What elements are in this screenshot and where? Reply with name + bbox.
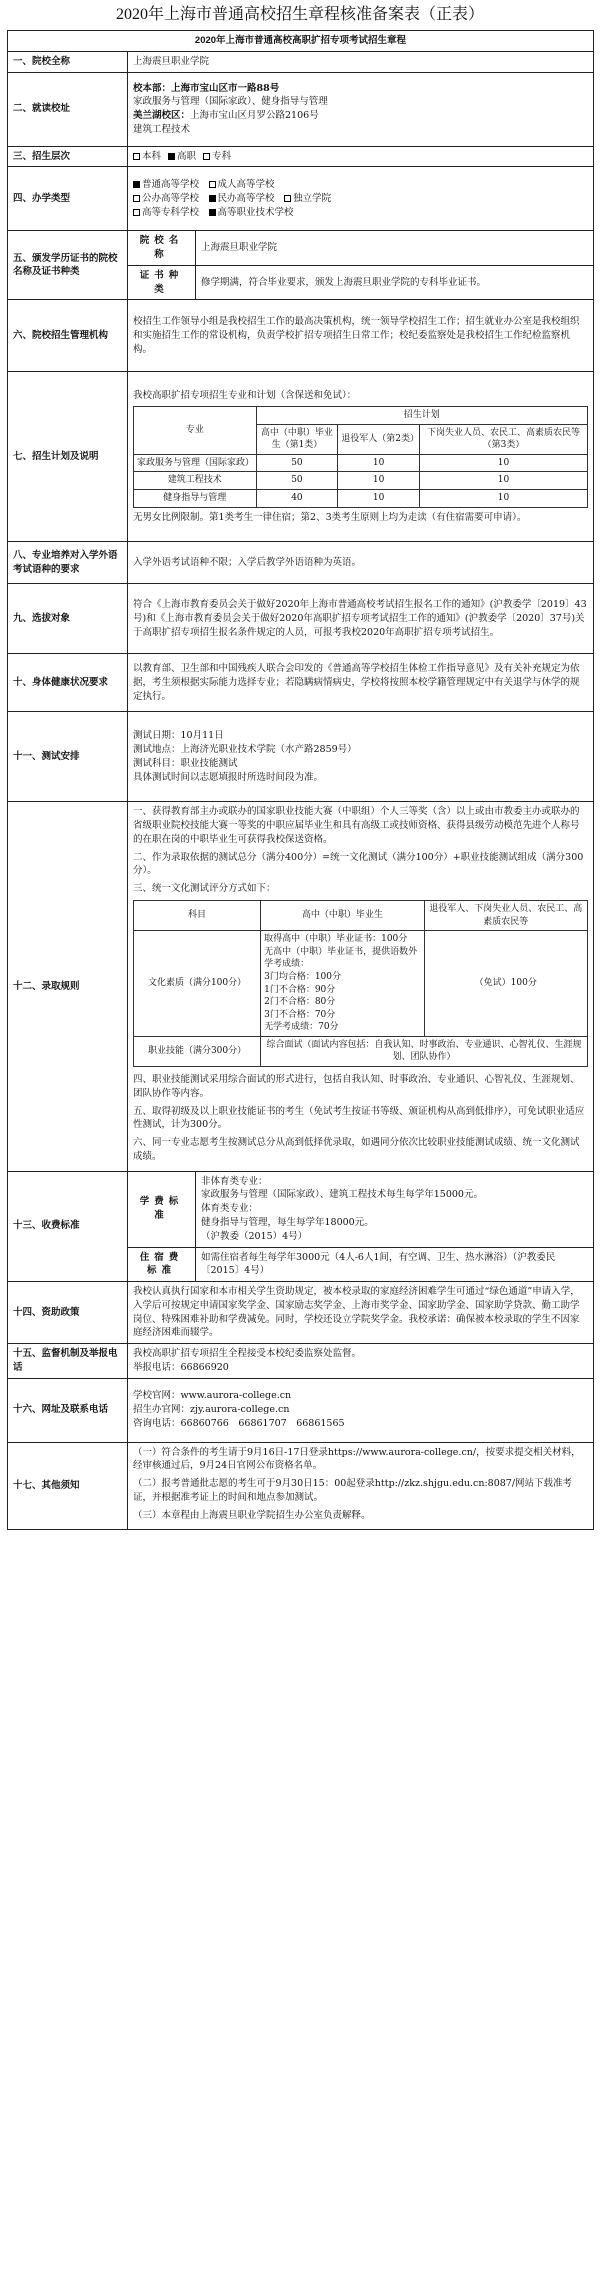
checkbox-vocational-tech bbox=[209, 209, 216, 216]
note-1: （一）符合条件的考生请于9月16日-17日登录https://www.aurora-college.cn/，按要求提交相关材料，经审核通过后，9月24日官网公布资格名单。 bbox=[133, 1446, 581, 1472]
tuition-line: （沪教委（2015）4号） bbox=[201, 1230, 308, 1242]
plan-header-cat2: 退役军人（第2类） bbox=[338, 424, 420, 454]
type-specialized: 高等专科学校 bbox=[142, 206, 200, 218]
tuition-line: 非体育类专业： bbox=[201, 1175, 268, 1187]
table-title: 2020年上海市普通高校高职扩招专项考试招生章程 bbox=[8, 31, 594, 52]
type-adult: 成人高等学校 bbox=[217, 179, 275, 191]
scoring-line: 无学考成绩：70分 bbox=[264, 1022, 339, 1033]
school-website: 学校官网：www.aurora-college.cn bbox=[133, 1390, 292, 1402]
value-housing: 如需住宿者每生每学年3000元（4人-6人1间，有空调、卫生、热水淋浴）（沪教委民〔2015〕4号） bbox=[196, 1247, 594, 1282]
sub-label-tuition: 学费标准 bbox=[128, 1171, 196, 1247]
value-tuition bbox=[196, 1171, 594, 1247]
value-admission-rules bbox=[128, 802, 594, 1171]
sub-label-issuer: 院校名称 bbox=[128, 231, 196, 266]
scoring-culture-exempt: （免试）100分 bbox=[424, 931, 587, 1037]
plan-major-name: 家政服务与管理（国际家政） bbox=[134, 454, 257, 472]
checkbox-independent bbox=[284, 195, 291, 202]
scoring-culture-rules bbox=[261, 931, 424, 1037]
checkbox-bachelor bbox=[133, 153, 140, 160]
plan-note: 无男女比例限制。第1类考生一律住宿；第2、3类考生原则上均为走读（有住宿需要可申请）。 bbox=[133, 511, 527, 523]
plan-cell: 40 bbox=[256, 490, 338, 508]
row-school-name bbox=[8, 51, 594, 72]
checkbox-private bbox=[209, 195, 216, 202]
plan-major-name: 健身指导与管理 bbox=[134, 490, 257, 508]
checkbox-vocational bbox=[168, 153, 175, 160]
scoring-line: 2门不合格：80分 bbox=[264, 997, 336, 1008]
plan-table bbox=[133, 406, 588, 508]
admission-website: 招生办官网：zjy.aurora-college.cn bbox=[133, 1404, 290, 1416]
tuition-line: 健身指导与管理，每生每学年18000元。 bbox=[201, 1216, 374, 1228]
page-title: 2020年上海市普通高校招生章程核准备案表（正表） bbox=[115, 6, 484, 23]
value-financial-aid: 我校认真执行国家和本市相关学生资助规定，被本校录取的家庭经济困难学生可通过“绿色通道”申请入学，入学后可按规定申请国家奖学金、国家励志奖学金、上海市奖学金、国家助学金、国家助学贷款、勤工助学岗位、特殊困难补助和学费减免。同时，学校还设立学院奖学金。我校承诺：确保被本校录取的学生不因家庭经济困难而辍学。 bbox=[128, 1282, 594, 1344]
label-enrollment-plan: 七、招生计划及说明 bbox=[8, 372, 128, 542]
plan-cell: 10 bbox=[420, 472, 588, 490]
tuition-line: 体育类专业： bbox=[201, 1203, 259, 1215]
checkbox-specialized bbox=[133, 209, 140, 216]
campus-meilan-majors: 建筑工程技术 bbox=[133, 123, 191, 135]
label-test-schedule: 十一、测试安排 bbox=[8, 712, 128, 802]
plan-cell: 10 bbox=[420, 490, 588, 508]
table-row bbox=[134, 454, 588, 472]
row-language bbox=[8, 542, 594, 584]
scoring-line: 1门不合格：90分 bbox=[264, 984, 336, 995]
note-2: （二）报考普通批志愿的考生可于9月30日15：00起登录http://zkz.shjgu.edu.cn:8087/网站下载准考证，并根据准考证上的时间和地点参加测试。 bbox=[133, 1478, 573, 1503]
label-campus-address: 二、就读校址 bbox=[8, 72, 128, 146]
row-contact bbox=[8, 1378, 594, 1442]
row-financial-aid bbox=[8, 1282, 594, 1344]
table-row bbox=[134, 472, 588, 490]
label-school-type: 四、办学类型 bbox=[8, 167, 128, 231]
rule-5: 五、取得初级及以上职业技能证书的考生（免试考生按证书等级、颁证机构从高到低排序），可免试职业适应性测试，计为300分。 bbox=[133, 1105, 585, 1131]
label-school-name: 一、院校全称 bbox=[8, 51, 128, 72]
row-school-type bbox=[8, 167, 594, 231]
scoring-table bbox=[133, 900, 588, 1067]
scoring-skill-rule: 综合面试（面试内容包括：自我认知、时事政治、专业通识、心智礼仪、生涯规划、团队协作） bbox=[261, 1036, 588, 1066]
plan-header-major: 专业 bbox=[134, 407, 257, 455]
rule-1: 一、获得教育部主办或联办的国家职业技能大赛（中职组）个人三等奖（含）以上或由市教委主办或联办的省级职业院校技能大赛一等奖的中职应届毕业生和具有高级工或技师资格、获得县级劳动模范先进个人称号的在职在岗的中职毕业生可获得我校保送资格。 bbox=[133, 806, 580, 845]
plan-intro: 我校高职扩招专项招生专业和计划（含保送和免试）： bbox=[133, 390, 357, 402]
row-level bbox=[8, 146, 594, 167]
scoring-header-others: 退役军人、下岗失业人员、农民工、高素质农民等 bbox=[424, 900, 587, 930]
campus-main-majors: 家政服务与管理（国际家政）、健身指导与管理 bbox=[133, 96, 328, 108]
scoring-line: 无高中（中职）毕业证书，提供语数外学考成绩： bbox=[264, 946, 418, 970]
rule-6: 六、同一专业志愿考生按测试总分从高到低择优录取，如遇同分依次比较职业技能测试成绩、统一文化测试成绩。 bbox=[133, 1137, 580, 1162]
rule-3: 三、统一文化测试评分方式如下： bbox=[133, 883, 276, 895]
label-fees: 十三、收费标准 bbox=[8, 1171, 128, 1281]
row-selection bbox=[8, 584, 594, 654]
value-admission-office: 校招生工作领导小组是我校招生工作的最高决策机构，统一领导学校招生工作；招生就业办公室是我校组织和实施招生工作的常设机构，负责学校扩招专项招生日常工作；校纪委监察处是我校招生工作纪检监察机构。 bbox=[128, 300, 594, 372]
label-admission-office: 六、院校招生管理机构 bbox=[8, 300, 128, 372]
value-health: 以教育部、卫生部和中国残疾人联合会印发的《普通高等学校招生体检工作指导意见》及有关补充规定为依据，考生须根据实际能力选择专业；若隐瞒病情病史，学校将按照本校学籍管理规定中有关退学与休学的规定执行。 bbox=[128, 654, 594, 712]
sub-label-housing: 住宿费标准 bbox=[128, 1247, 196, 1282]
scoring-line: 3门均合格：100分 bbox=[264, 971, 342, 982]
scoring-header-subject: 科目 bbox=[134, 900, 261, 930]
value-level bbox=[128, 146, 594, 167]
plan-header-cat1: 高中（中职）毕业生（第1类） bbox=[256, 424, 338, 454]
supervision-line: 我校高职扩招专项招生全程接受本校纪委监察处监督。 bbox=[133, 1348, 362, 1360]
value-issuer: 上海震旦职业学院 bbox=[196, 231, 594, 266]
scoring-header-grad: 高中（中职）毕业生 bbox=[261, 900, 424, 930]
value-cert-type: 修学期满，符合毕业要求，颁发上海震旦职业学院的专科毕业证书。 bbox=[196, 265, 594, 300]
type-public: 公办高等学校 bbox=[142, 192, 200, 204]
campus-meilan-label: 美兰湖校区： bbox=[133, 110, 191, 122]
label-admission-rules: 十二、录取规则 bbox=[8, 802, 128, 1171]
report-phone: 举报电话：66866920 bbox=[133, 1361, 229, 1373]
label-financial-aid: 十四、资助政策 bbox=[8, 1282, 128, 1344]
tuition-line: 家政服务与管理（国际家政）、建筑工程技术每生每学年15000元。 bbox=[201, 1189, 483, 1201]
level-bachelor: 本科 bbox=[142, 150, 162, 162]
table-row bbox=[134, 931, 588, 1037]
type-independent: 独立学院 bbox=[293, 192, 332, 204]
label-certificate: 五、颁发学历证书的院校名称及证书种类 bbox=[8, 231, 128, 300]
note-3: （三）本章程由上海震旦职业学院招生办公室负责解释。 bbox=[133, 1509, 371, 1521]
rule-2: 二、作为录取依据的测试总分（满分400分）=统一文化测试（满分100分）+职业技能测试组成（满分300分）。 bbox=[133, 851, 584, 877]
type-vocational-tech: 高等职业技术学校 bbox=[217, 206, 294, 218]
row-campus-address bbox=[8, 72, 594, 146]
value-school-type bbox=[128, 167, 594, 231]
checkbox-regular bbox=[133, 181, 140, 188]
row-admission-office bbox=[8, 300, 594, 372]
scoring-line: 取得高中（中职）毕业证书：100分 bbox=[264, 934, 408, 945]
plan-header-plan: 招生计划 bbox=[256, 407, 587, 425]
scoring-line: 3门不合格：70分 bbox=[264, 1009, 336, 1020]
value-campus-address bbox=[128, 72, 594, 146]
value-supervision bbox=[128, 1344, 594, 1379]
label-health: 十、身体健康状况要求 bbox=[8, 654, 128, 712]
table-title-row bbox=[8, 31, 594, 52]
scoring-skill-label: 职业技能（满分300分） bbox=[134, 1036, 261, 1066]
row-fees-tuition bbox=[8, 1171, 594, 1247]
plan-cell: 10 bbox=[420, 454, 588, 472]
sub-label-cert-type: 证书种类 bbox=[128, 265, 196, 300]
plan-cell: 50 bbox=[256, 454, 338, 472]
type-private: 民办高等学校 bbox=[217, 192, 275, 204]
campus-meilan-address: 上海市宝山区月罗公路2106号 bbox=[190, 110, 319, 122]
label-notes: 十七、其他须知 bbox=[8, 1442, 128, 1530]
row-supervision bbox=[8, 1344, 594, 1379]
campus-main-line: 校本部：上海市宝山区市一路88号 bbox=[133, 82, 280, 94]
label-supervision: 十五、监督机制及举报电话 bbox=[8, 1344, 128, 1379]
value-enrollment-plan bbox=[128, 372, 594, 542]
level-junior: 专科 bbox=[212, 150, 232, 162]
level-vocational: 高职 bbox=[177, 150, 197, 162]
checkbox-adult bbox=[209, 181, 216, 188]
checkbox-junior bbox=[203, 153, 210, 160]
test-date: 测试日期：10月11日 bbox=[133, 730, 224, 742]
table-row bbox=[134, 1036, 588, 1066]
row-test-schedule bbox=[8, 712, 594, 802]
row-enrollment-plan bbox=[8, 372, 594, 542]
test-subject: 测试科目：职业技能测试 bbox=[133, 757, 238, 769]
test-time-note: 具体测试时间以志愿填报时所选时间段为准。 bbox=[133, 771, 324, 783]
plan-cell: 10 bbox=[338, 472, 420, 490]
plan-cell: 50 bbox=[256, 472, 338, 490]
consult-phone: 咨询电话：66860766 66861707 66861565 bbox=[133, 1418, 345, 1429]
value-contact bbox=[128, 1378, 594, 1442]
rule-4: 四、职业技能测试采用综合面试的形式进行，包括自我认知、时事政治、专业通识、心智礼仪、生涯规划、团队协作等内容。 bbox=[133, 1074, 580, 1099]
label-language: 八、专业培养对入学外语考试语种的要求 bbox=[8, 542, 128, 584]
plan-cell: 10 bbox=[338, 454, 420, 472]
value-test-schedule bbox=[128, 712, 594, 802]
plan-cell: 10 bbox=[338, 490, 420, 508]
plan-header-cat3: 下岗失业人员、农民工、高素质农民等（第3类） bbox=[420, 424, 588, 454]
charter-table bbox=[7, 30, 594, 1530]
row-health bbox=[8, 654, 594, 712]
table-row bbox=[134, 490, 588, 508]
label-level: 三、招生层次 bbox=[8, 146, 128, 167]
scoring-culture-label: 文化素质（满分100分） bbox=[134, 931, 261, 1037]
value-language: 入学外语考试语种不限；入学后教学外语语种为英语。 bbox=[128, 542, 594, 584]
type-regular: 普通高等学校 bbox=[142, 179, 200, 191]
row-admission-rules bbox=[8, 802, 594, 1171]
label-selection: 九、选拔对象 bbox=[8, 584, 128, 654]
label-contact: 十六、网址及联系电话 bbox=[8, 1378, 128, 1442]
value-selection: 符合《上海市教育委员会关于做好2020年上海市普通高校考试招生报名工作的通知》(沪教委学〔2019〕43号)和《上海市教育委员会关于做好2020年高职扩招专项考试招生工作的通知》(沪教委学〔2020〕37号)关于高职扩招专项招生报名条件规定的人员，可报考我校2020年高职扩招专项考试招生。 bbox=[128, 584, 594, 654]
value-notes bbox=[128, 1442, 594, 1530]
checkbox-public bbox=[133, 195, 140, 202]
test-location: 测试地点：上海济光职业技术学院（水产路2859号） bbox=[133, 744, 357, 756]
plan-major-name: 建筑工程技术 bbox=[134, 472, 257, 490]
row-certificate-1 bbox=[8, 231, 594, 266]
value-school-name: 上海震旦职业学院 bbox=[128, 51, 594, 72]
row-notes bbox=[8, 1442, 594, 1530]
